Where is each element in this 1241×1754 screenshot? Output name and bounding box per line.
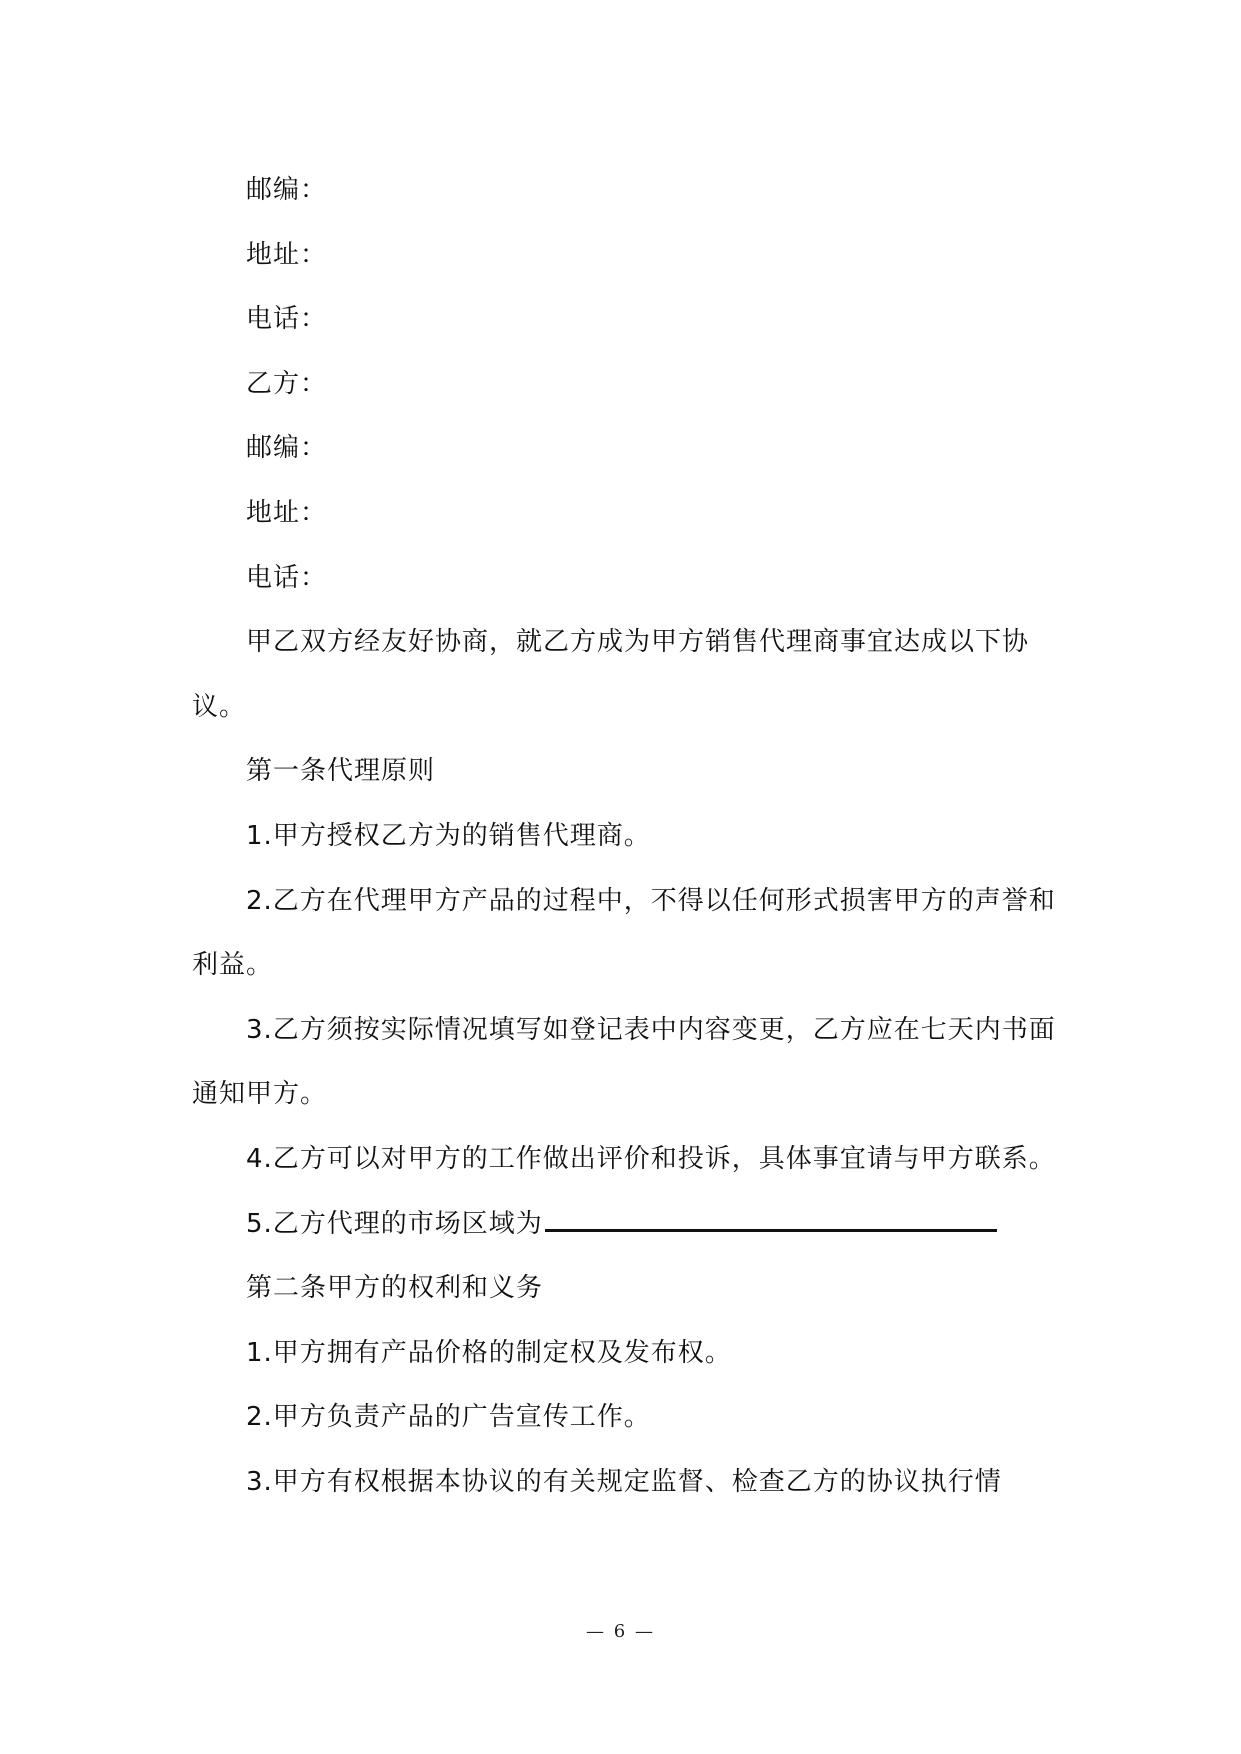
- article-1-item-3: 3.乙方须按实际情况填写如登记表中内容变更，乙方应在七天内书面通知甲方。: [192, 1014, 1056, 1110]
- paragraph-postcode-a: 邮编：: [246, 175, 328, 205]
- paragraph-phone-b: 电话：: [246, 562, 328, 593]
- article-1-heading: 第一条代理原则: [246, 756, 436, 787]
- paragraph-address-b: 地址：: [246, 497, 328, 528]
- paragraph-agreement-intro: 甲乙双方经友好协商，就乙方成为甲方销售代理商事宜达成以下协议。: [192, 627, 1030, 722]
- document-body: [192, 158, 1062, 1514]
- article-2-item-1: 1.甲方拥有产品价格的制定权及发布权。: [246, 1337, 732, 1368]
- paragraph-party-b: 乙方：: [246, 368, 328, 399]
- paragraph-phone-a: 电话：: [246, 304, 328, 335]
- article-1-item-1: 1.甲方授权乙方为的销售代理商。: [246, 820, 651, 851]
- article-2-heading: 第二条甲方的权利和义务: [246, 1273, 544, 1304]
- article-1-item-5: [192, 1192, 1062, 1257]
- page-number: — 6 —: [586, 1621, 655, 1642]
- article-1-item-5-text: 5.乙方代理的市场区域为: [246, 1208, 543, 1239]
- article-1-item-4: 4.乙方可以对甲方的工作做出评价和投诉，具体事宜请与甲方联系。: [246, 1143, 1056, 1174]
- article-2-item-2: 2.甲方负责产品的广告宣传工作。: [246, 1402, 651, 1433]
- fill-in-blank-line: [545, 1203, 997, 1232]
- article-1-item-2: 2.乙方在代理甲方产品的过程中，不得以任何形式损害甲方的声誉和利益。: [192, 885, 1056, 981]
- paragraph-postcode-b: 邮编：: [246, 433, 328, 464]
- article-2-item-3: 3.甲方有权根据本协议的有关规定监督、检查乙方的协议执行情: [246, 1466, 1002, 1497]
- paragraph-address-a: 地址：: [246, 239, 328, 270]
